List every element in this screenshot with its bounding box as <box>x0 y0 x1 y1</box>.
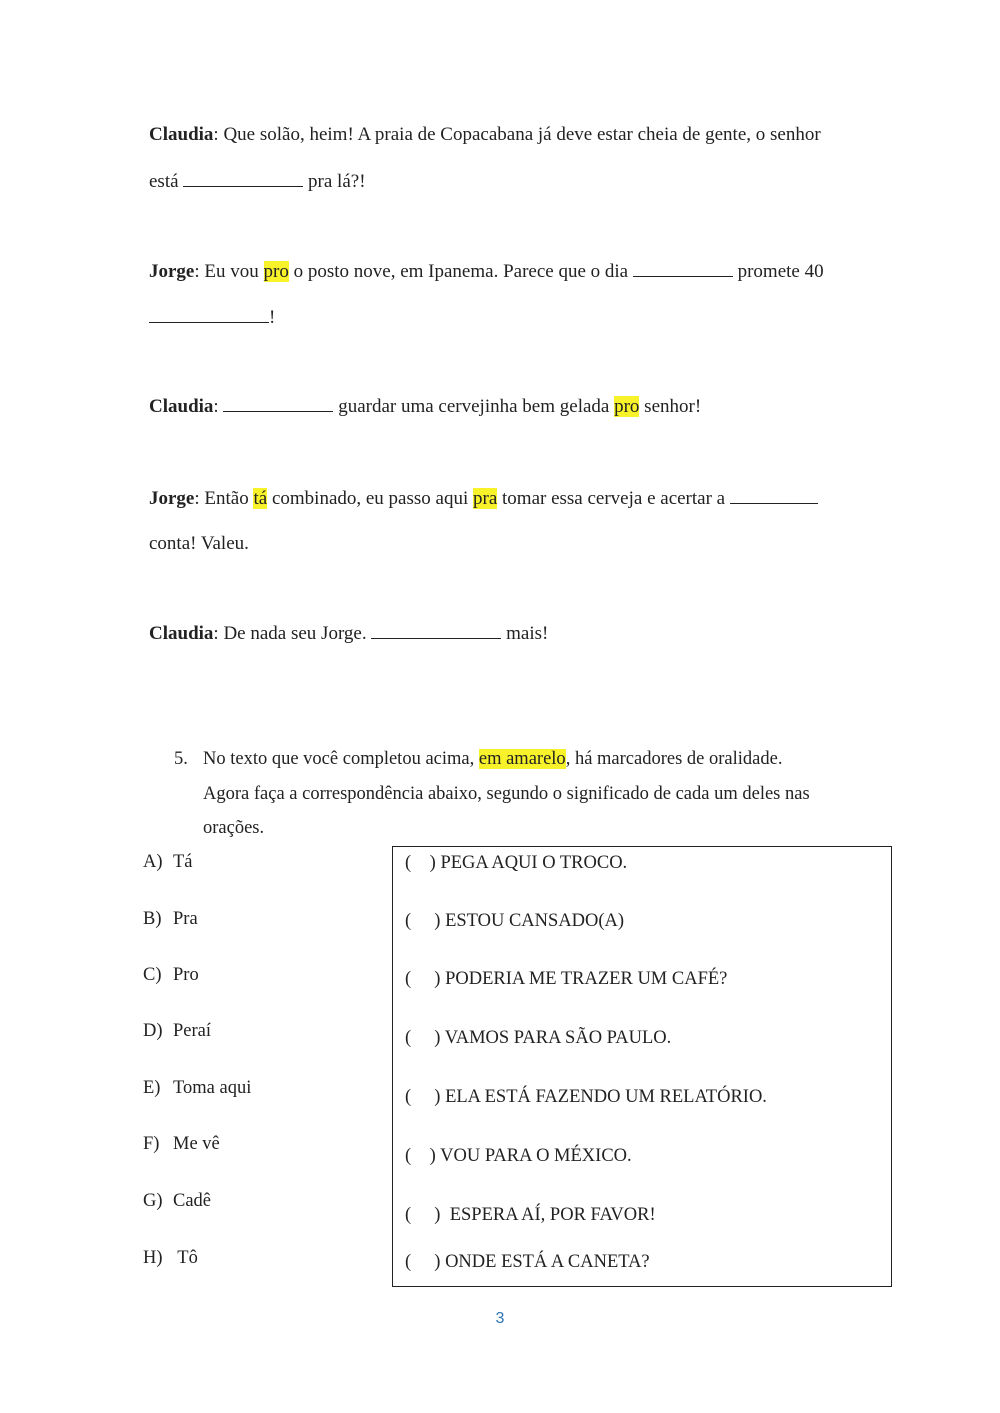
option-letter: G) <box>143 1191 163 1211</box>
dialogue-text: guardar uma cervejinha bem gelada <box>333 396 615 417</box>
fill-blank[interactable] <box>223 395 333 412</box>
speaker-jorge: Jorge <box>149 261 195 282</box>
option-letter: D) <box>143 1021 163 1041</box>
dialogue-text: conta! Valeu. <box>149 533 249 554</box>
dialogue-text: : <box>213 396 224 417</box>
dialogue-text: combinado, eu passo aqui <box>267 488 473 509</box>
speaker-claudia: Claudia <box>149 124 214 145</box>
orality-marker: em amarelo <box>478 749 566 769</box>
dialogue-line-8 <box>149 622 548 645</box>
option-b <box>143 909 198 930</box>
fill-blank[interactable] <box>371 622 501 639</box>
option-letter: H) <box>143 1248 163 1268</box>
option-text: Toma aqui <box>173 1078 252 1098</box>
option-text: Tô <box>173 1248 198 1268</box>
option-letter: C) <box>143 965 162 985</box>
question-5 <box>174 749 782 770</box>
question-5-line-3: orações. <box>203 818 265 838</box>
question-number: 5. <box>174 749 188 769</box>
orality-marker: tá <box>253 488 268 509</box>
dialogue-text: senhor! <box>639 396 702 417</box>
dialogue-line-7 <box>149 533 249 555</box>
dialogue-text: pra lá?! <box>303 171 366 192</box>
dialogue-text: mais! <box>501 623 549 644</box>
fill-blank[interactable] <box>633 260 733 277</box>
match-row[interactable]: ( ) ESTOU CANSADO(A) <box>405 911 625 931</box>
match-row[interactable]: ( ) ONDE ESTÁ A CANETA? <box>405 1252 650 1272</box>
option-text: Tá <box>173 852 193 872</box>
dialogue-text: tomar essa cerveja e acertar a <box>497 488 730 509</box>
question-text: No texto que você completou acima, <box>203 749 479 769</box>
speaker-jorge: Jorge <box>149 488 195 509</box>
option-text: Me vê <box>173 1134 220 1154</box>
fill-blank[interactable] <box>730 487 818 504</box>
dialogue-text: ! <box>269 307 276 328</box>
orality-marker: pro <box>263 261 289 282</box>
question-5-line-2: Agora faça a correspondência abaixo, segundo o significado de cada um deles nas <box>203 784 810 804</box>
option-h <box>143 1248 198 1269</box>
dialogue-text: está <box>149 171 184 192</box>
orality-marker: pra <box>473 488 498 509</box>
match-row[interactable]: ( ) PEGA AQUI O TROCO. <box>405 853 628 873</box>
match-row[interactable]: ( ) ELA ESTÁ FAZENDO UM RELATÓRIO. <box>405 1087 767 1107</box>
option-letter: E) <box>143 1078 161 1098</box>
match-row[interactable]: ( ) VOU PARA O MÉXICO. <box>405 1146 632 1166</box>
dialogue-line-1 <box>149 124 821 146</box>
dialogue-line-2 <box>149 170 366 193</box>
option-f <box>143 1134 220 1155</box>
dialogue-text: : De nada seu Jorge. <box>213 623 372 644</box>
match-row[interactable]: ( ) PODERIA ME TRAZER UM CAFÉ? <box>405 969 728 989</box>
dialogue-line-3 <box>149 260 824 283</box>
question-text: , há marcadores de oralidade. <box>565 749 783 769</box>
option-text: Cadê <box>173 1191 212 1211</box>
match-row[interactable]: ( ) VAMOS PARA SÃO PAULO. <box>405 1028 672 1048</box>
dialogue-text: : Que solão, heim! A praia de Copacabana já deve estar cheia de gente, o senhor <box>213 124 821 145</box>
speaker-claudia: Claudia <box>149 396 214 417</box>
option-d <box>143 1021 211 1042</box>
dialogue-text: : Eu vou <box>194 261 264 282</box>
fill-blank[interactable] <box>183 170 303 187</box>
fill-blank[interactable] <box>149 306 269 323</box>
page-number: 3 <box>495 1310 505 1327</box>
speaker-claudia: Claudia <box>149 623 214 644</box>
dialogue-text: : Então <box>194 488 254 509</box>
option-letter: A) <box>143 852 163 872</box>
option-letter: F) <box>143 1134 160 1154</box>
option-text: Peraí <box>173 1021 212 1041</box>
option-text: Pro <box>173 965 199 985</box>
option-a <box>143 852 193 873</box>
option-letter: B) <box>143 909 162 929</box>
match-row[interactable]: ( ) ESPERA AÍ, POR FAVOR! <box>405 1205 656 1225</box>
option-e <box>143 1078 251 1099</box>
dialogue-text: promete 40 <box>732 261 824 282</box>
dialogue-line-4 <box>149 306 275 329</box>
dialogue-text: o posto nove, em Ipanema. Parece que o dia <box>288 261 633 282</box>
dialogue-line-5 <box>149 395 701 418</box>
option-g <box>143 1191 211 1212</box>
orality-marker: pro <box>614 396 640 417</box>
option-c <box>143 965 199 986</box>
dialogue-line-6 <box>149 487 818 510</box>
option-text: Pra <box>173 909 198 929</box>
